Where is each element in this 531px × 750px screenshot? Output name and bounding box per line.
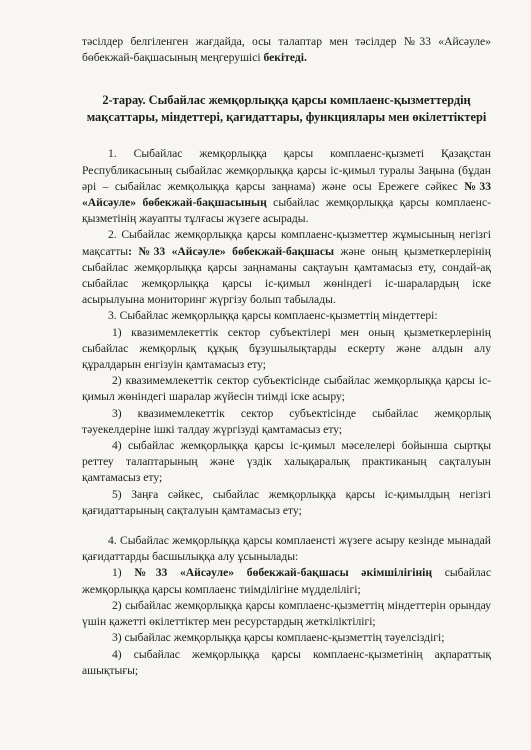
- paragraph-1: 1. Сыбайлас жемқорлыққа қарсы комплаенс-қызметі Қазақстан Республикасының сыбайлас жемқорлыққа қарсы іс-қимыл туралы Заңына (бұдан әрі – сыбайлас жемқолыққа қарсы заңнама) және осы Ережеге сәйкес №33 «Айсәуле» бөбекжай-бақшасының сыбайлас жемқорлыққа қарсы комплаенс-қызметінің жауапты тұлғасы жүзеге асырады.: [82, 147, 491, 226]
- principle-item-3: 3) сыбайлас жемқорлыққа қарсы комплаенс-қызметтің тәуелсіздігі;: [112, 631, 445, 645]
- paragraph-4: 4. Сыбайлас жемқорлыққа қарсы комплаенсті жүзеге асыру кезінде мынадай қағидаттарды басшылыққа алу ұсынылады:: [82, 534, 491, 564]
- task-item-3: 3) квазимемлекеттік сектор субъектісінде сыбайлас жемқорлық тәуекелдеріне ішкі талдау жүргізуді қамтамасыз ету;: [82, 406, 491, 436]
- principle-item-2: 2) сыбайлас жемқорлыққа қарсы комплаенс-қызметтің міндеттерін орындау үшін қажетті өкілеттіктер мен ресурстардың жеткіліктілігі;: [82, 598, 491, 629]
- section-title: 2-тарау. Сыбайлас жемқорлыққа қарсы комплаенс-қызметтердің мақсаттары, міндеттері, қағидаттары, функциялары мен өкілеттіктері: [86, 93, 487, 125]
- principle-item-1: 1) №33 «Айсәуле» бөбекжай-бақшасы әкімшілігінің сыбайлас жемқорлыққа қарсы комплаенс тиімділігіне мүдделілігі;: [82, 566, 491, 596]
- paragraph-3: 3. Сыбайлас жемқорлыққа қарсы комплаенс-қызметтің міндеттері:: [108, 309, 438, 323]
- task-item-5: 5) Заңға сәйкес, сыбайлас жемқорлыққа қарсы іс-қимылдың негізгі қағидаттарының сақталуын қамтамасыз ету;: [82, 487, 491, 517]
- intro-paragraph: [82, 34, 491, 66]
- task-item-1: 1) квазимемлекеттік сектор субъектілері мен оның қызметкерлерінің сыбайлас жемқорлық құқық бұзушылықтарды ескерту және алдын алу құралдарын енгізуін қамтамасыз ету;: [82, 325, 491, 372]
- task-item-4: 4) сыбайлас жемқорлыққа қарсы іс-қимыл мәселелері бойынша сыртқы реттеу талаптарының және үздік халықаралық практиканың сақталуын қамтамасыз ету;: [82, 439, 491, 485]
- intro-bold: бекітеді.: [263, 51, 307, 65]
- task-item-2: 2) квазимемлекеттік сектор субъектісінде сыбайлас жемқорлыққа қарсы іс-қимыл жөніндегі шаралар жүйесін тиімді іске асыру;: [82, 374, 491, 404]
- paragraph-2: 2. Сыбайлас жемқорлыққа қарсы комплаенс-қызметтер жұмысының негізгі мақсатты: №33 «Айсәуле» бөбекжай-бақшасы және оның қызметкерлерінің сыбайлас жемқорлыққа қарсы заңнаманы сақтауын қамтамасыз ету, сондай-ақ сыбайлас жемқорлыққа қарсы іс-қимыл жөніндегі іс-шаралардың іске асырылуына мониторинг жүргізу болып табылады.: [82, 228, 491, 307]
- principle-item-4: 4) сыбайлас жемқорлыққа қарсы комплаенс-қызметінің ақпараттық ашықтығы;: [82, 647, 491, 677]
- intro-text: тәсілдер белгіленген жағдайда, осы талаптар мен тәсілдер №33 «Айсәуле» бөбекжай-бақшасының меңгерушісі: [82, 35, 491, 65]
